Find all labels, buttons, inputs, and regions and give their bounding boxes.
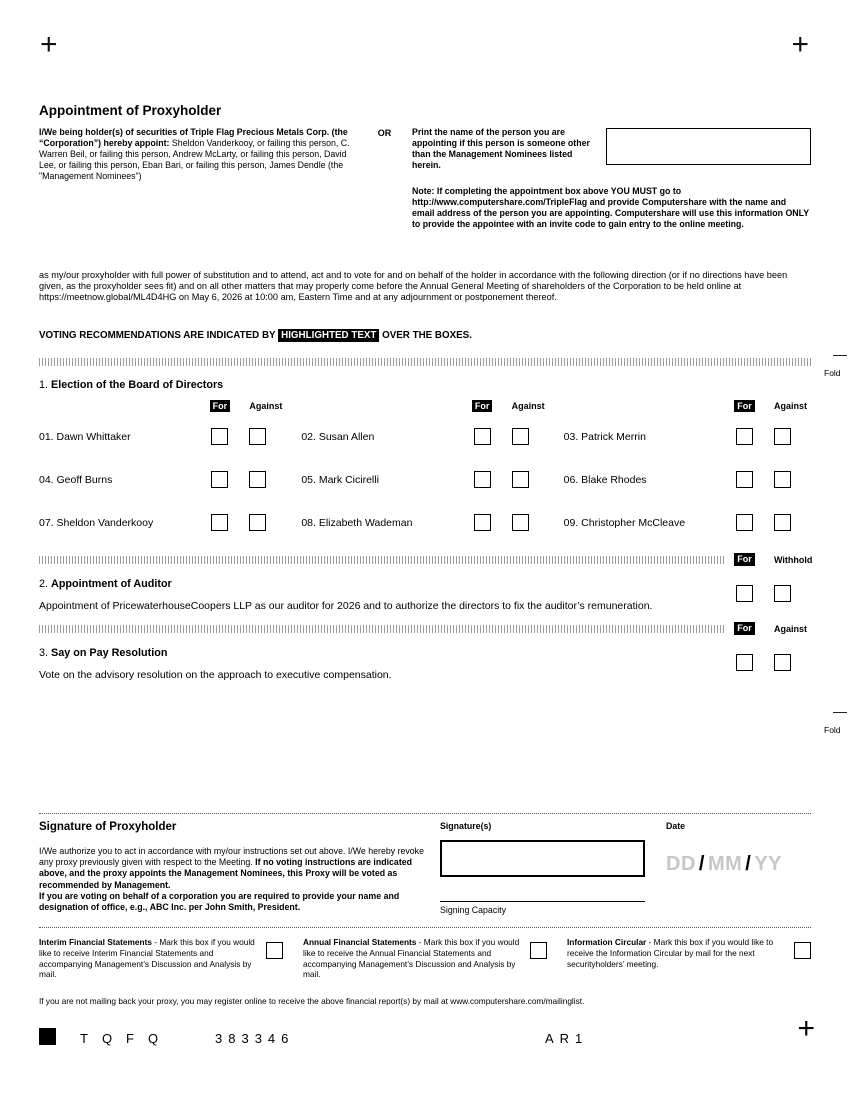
withhold-header: Withhold <box>774 554 813 565</box>
nominee-name: 07. Sheldon Vanderkooy <box>39 516 154 529</box>
appointee-column <box>412 127 811 230</box>
information-circular-option <box>567 937 811 980</box>
section-3-number: 3. <box>39 646 49 659</box>
separator-band <box>39 556 724 564</box>
signature-body <box>39 846 426 913</box>
crop-mark-top-right: + <box>791 28 809 61</box>
signature-input[interactable] <box>440 840 645 877</box>
interim-statements-text <box>39 937 258 980</box>
appointment-note: Note: If completing the appointment box above YOU MUST go to http://www.computershare.com/TripleFlag and provide Computershare with the name and email address of the person you are appointing. Computershare will use this information ONLY to provide the appointee with an invite code to gain entry to the online meeting. <box>412 185 809 229</box>
form-code-ar1: AR1 <box>545 1031 589 1047</box>
fold-label: Fold <box>824 725 841 735</box>
for-header: For <box>734 622 755 635</box>
nominee-02-for-checkbox[interactable] <box>474 428 491 445</box>
nominee-name: 04. Geoff Burns <box>39 473 113 486</box>
proxy-paragraph: as my/our proxyholder with full power of substitution and to attend, act and to vote for and on behalf of the holder in accordance with the following direction (or if no directions have been given, as the proxyholder sees fit) and on all other matters that may properly come before the Annual General Meeting of shareholders of the Corporation to be held online at https://meetnow.global/ML4D4HG on May 6, 2026 at 10:00 am, Eastern Time and at any adjournment or postponement thereof. <box>39 269 788 303</box>
crop-mark-bottom-right: + <box>797 1012 815 1046</box>
appointee-instruction: Print the name of the person you are appointing if this person is someone other than the Management Nominees listed herein. <box>412 127 590 170</box>
nominee-name: 01. Dawn Whittaker <box>39 430 131 443</box>
fold-label: Fold <box>824 368 841 378</box>
nominee-row-group <box>39 471 811 488</box>
nominee-cell <box>564 428 811 445</box>
nominee-row-group <box>39 514 811 531</box>
say-on-pay-band <box>39 622 811 635</box>
nominee-cell <box>564 471 811 488</box>
information-circular-bold: Information Circular <box>567 936 647 947</box>
for-header: For <box>472 400 493 413</box>
section-1-heading: Election of the Board of Directors <box>51 378 224 391</box>
auditor-section <box>39 578 811 612</box>
nominee-cell <box>564 514 811 531</box>
fold-mark-top <box>824 355 848 378</box>
section-3-heading: Say on Pay Resolution <box>51 646 168 659</box>
fold-mark-bottom <box>824 712 848 735</box>
section-1-title <box>39 379 811 391</box>
annual-statements-text <box>303 937 522 980</box>
signatures-label: Signature(s) <box>440 820 492 831</box>
date-dd[interactable]: DD <box>666 852 696 875</box>
nominee-cell <box>301 514 548 531</box>
annual-statements-bold: Annual Financial Statements <box>303 936 417 947</box>
nominee-cell <box>39 428 286 445</box>
section-2-heading: Appointment of Auditor <box>51 578 172 591</box>
date-mm[interactable]: MM <box>707 852 743 875</box>
annual-statements-checkbox[interactable] <box>530 942 547 959</box>
nominee-08-against-checkbox[interactable] <box>512 514 529 531</box>
interim-statements-rest: - Mark this box if you would like to receive Interim Financial Statements and accompanying Management’s Discussion and Analysis by mail. <box>39 936 255 980</box>
nominee-04-for-checkbox[interactable] <box>211 471 228 488</box>
section-2-title <box>39 578 736 590</box>
nominee-02-against-checkbox[interactable] <box>512 428 529 445</box>
nominee-08-for-checkbox[interactable] <box>474 514 491 531</box>
for-header: For <box>734 400 755 413</box>
date-separator: / <box>745 852 752 875</box>
recommendation-suffix: OVER THE BOXES. <box>379 329 472 341</box>
vote-header-group <box>564 400 811 413</box>
voting-recommendations <box>39 330 811 341</box>
against-header: Against <box>774 623 808 634</box>
nominee-06-for-checkbox[interactable] <box>736 471 753 488</box>
nominee-name: 03. Patrick Merrin <box>563 430 646 443</box>
vote-header-group <box>301 400 548 413</box>
auditor-withhold-checkbox[interactable] <box>774 585 791 602</box>
mailing-options <box>39 928 811 980</box>
nominee-05-for-checkbox[interactable] <box>474 471 491 488</box>
information-circular-rest: - Mark this box if you would like to receive the Information Circular by mail for the next securityholders’ meeting. <box>567 936 774 969</box>
information-circular-checkbox[interactable] <box>794 942 811 959</box>
vote-column-headers <box>39 400 811 413</box>
form-code-number: 383346 <box>215 1031 295 1047</box>
nominee-cell <box>301 428 548 445</box>
against-header: Against <box>249 400 283 411</box>
nominee-01-for-checkbox[interactable] <box>211 428 228 445</box>
say-on-pay-against-checkbox[interactable] <box>774 654 791 671</box>
nominee-cell <box>39 471 286 488</box>
highlighted-text-sample: HIGHLIGHTED TEXT <box>278 329 379 342</box>
online-register-note: If you are not mailing back your proxy, you may register online to receive the above financial report(s) by mail at www.computershare.com/mailinglist. <box>39 996 585 1007</box>
nominee-05-against-checkbox[interactable] <box>512 471 529 488</box>
date-input[interactable] <box>666 853 811 876</box>
nominee-row-group <box>39 428 811 445</box>
separator-band <box>39 358 811 366</box>
against-header: Against <box>511 400 545 411</box>
form-content <box>39 0 815 1062</box>
interim-statements-checkbox[interactable] <box>266 942 283 959</box>
nominee-name: 09. Christopher McCleave <box>563 516 686 529</box>
signature-body-bold-2: If you are voting on behalf of a corporation you are required to provide your name and designation of office, e.g., ABC Inc. per John Smith, President. <box>39 890 400 912</box>
or-label: OR <box>377 128 392 138</box>
signature-body-bold-1: If no voting instructions are indicated above, and the proxy appoints the Management Nominees, this Proxy will be voted as recommended by Management. <box>39 857 413 890</box>
nominee-01-against-checkbox[interactable] <box>249 428 266 445</box>
signature-field-column <box>440 821 652 915</box>
separator-band <box>39 625 724 633</box>
signature-text-column <box>39 821 426 915</box>
signature-body-regular: I/We authorize you to act in accordance with my/our instructions set out above. I/We hereby revoke any proxy previously given with respect to the Meeting. <box>39 845 424 868</box>
date-column <box>666 821 811 915</box>
auditor-for-checkbox[interactable] <box>736 585 753 602</box>
signing-capacity-label: Signing Capacity <box>440 904 507 915</box>
nominee-cell <box>39 514 286 531</box>
crop-mark-top-left: + <box>40 28 58 61</box>
nominee-06-against-checkbox[interactable] <box>774 471 791 488</box>
annual-statements-rest: - Mark this box if you would like to receive the Annual Financial Statements and accompanying Management’s Discussion and Analysis by mail. <box>303 936 520 980</box>
interim-statements-bold: Interim Financial Statements <box>39 936 152 947</box>
signing-capacity-line[interactable] <box>440 901 645 902</box>
appointee-name-input[interactable] <box>606 128 811 165</box>
form-code-tqfq: TQFQ <box>80 1031 173 1047</box>
appointment-section <box>39 127 811 230</box>
interim-statements-option <box>39 937 283 980</box>
recommendation-prefix: VOTING RECOMMENDATIONS ARE INDICATED BY <box>39 329 279 341</box>
for-header: For <box>210 400 231 413</box>
holder-appointment-text <box>39 127 357 230</box>
date-label: Date <box>666 820 686 831</box>
say-on-pay-for-checkbox[interactable] <box>736 654 753 671</box>
nominee-07-against-checkbox[interactable] <box>249 514 266 531</box>
date-yy[interactable]: YY <box>754 852 783 875</box>
nominee-name: 08. Elizabeth Wademan <box>301 516 413 529</box>
say-on-pay-text: Vote on the advisory resolution on the approach to executive compensation. <box>39 668 392 681</box>
vote-header-group <box>39 400 286 413</box>
section-1-number: 1. <box>39 378 49 391</box>
nominee-name: 05. Mark Cicirelli <box>301 473 379 486</box>
registration-mark-square <box>39 1028 56 1045</box>
form-footer <box>39 1012 815 1062</box>
auditor-text: Appointment of PricewaterhouseCoopers LLP as our auditor for 2026 and to authorize the directors to fix the auditor’s remuneration. <box>39 600 653 613</box>
nominee-cell <box>301 471 548 488</box>
nominee-name: 06. Blake Rhodes <box>563 473 647 486</box>
nominee-name: 02. Susan Allen <box>301 430 375 443</box>
date-separator: / <box>698 852 705 875</box>
against-header: Against <box>773 400 807 411</box>
nominee-09-for-checkbox[interactable] <box>736 514 753 531</box>
auditor-band <box>39 553 811 566</box>
fold-line <box>833 712 847 713</box>
holder-appointment-names: Sheldon Vanderkooy, or failing this person, C. Warren Beil, or failing this person, Andrew McLarty, or failing this person, David Lee, or failing this person, Eban Bari, or failing this person, James Dendle (the "Management Nominees") <box>39 137 350 181</box>
for-header: For <box>734 553 755 566</box>
nominee-09-against-checkbox[interactable] <box>774 514 791 531</box>
holder-appointment-bold: I/We being holder(s) of securities of Triple Flag Precious Metals Corp. (the “Corporation”) hereby appoint: <box>39 127 348 148</box>
nominee-03-against-checkbox[interactable] <box>774 428 791 445</box>
fold-line <box>833 355 847 356</box>
nominee-07-for-checkbox[interactable] <box>211 514 228 531</box>
page-title: Appointment of Proxyholder <box>39 103 222 118</box>
information-circular-text <box>567 937 786 980</box>
section-2-number: 2. <box>39 578 49 591</box>
annual-statements-option <box>303 937 547 980</box>
signature-section <box>39 814 811 915</box>
nominee-04-against-checkbox[interactable] <box>249 471 266 488</box>
nominee-03-for-checkbox[interactable] <box>736 428 753 445</box>
say-on-pay-section <box>39 647 811 681</box>
section-3-title <box>39 647 736 659</box>
signature-title: Signature of Proxyholder <box>39 820 177 833</box>
